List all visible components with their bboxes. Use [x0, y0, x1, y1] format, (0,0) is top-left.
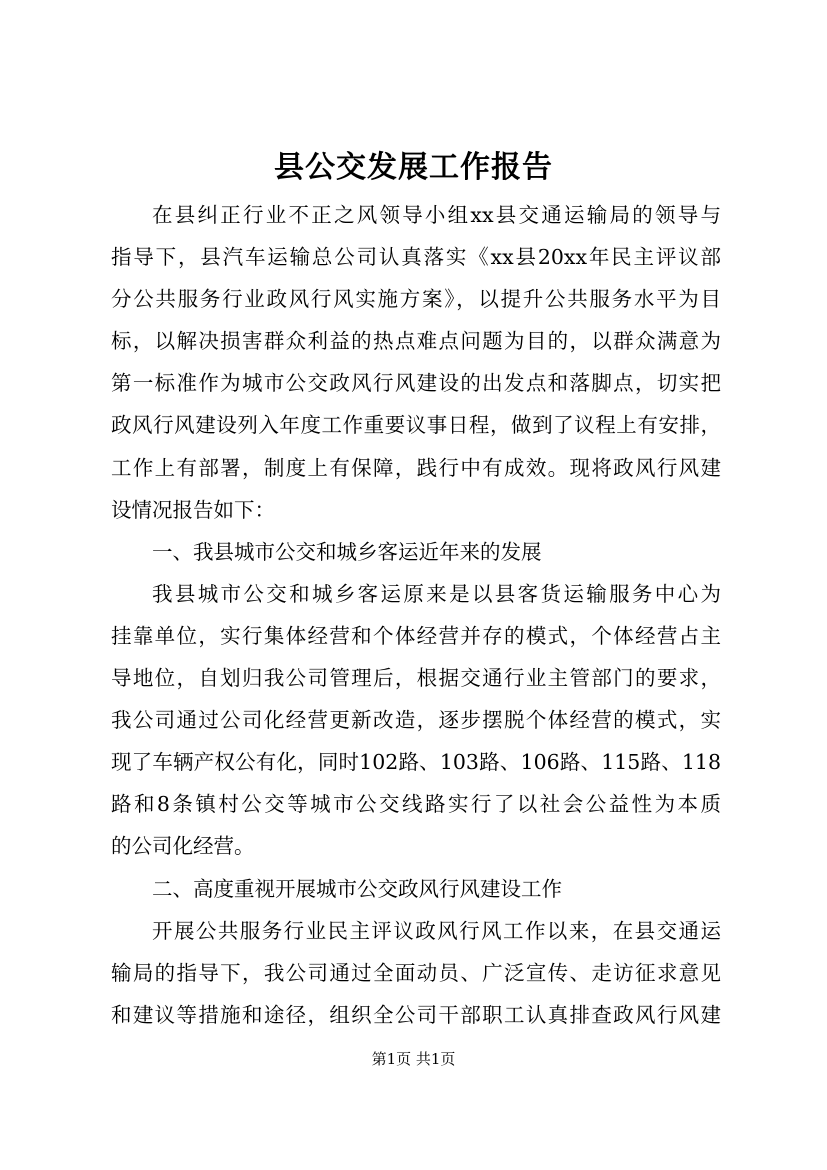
text-line: 在县纠正行业不正之风领导小组xx县交通运输局的领导与	[152, 203, 721, 227]
page-footer: 第1页 共1页	[371, 1050, 456, 1068]
text-line: 和建议等措施和途径，组织全公司干部职工认真排查政风行风建	[111, 1002, 721, 1027]
text-line: 政风行风建设列入年度工作重要议事日程，做到了议程上有安排，	[111, 413, 721, 438]
text-line: 开展公共服务行业民主评议政风行风工作以来，在县交通运	[152, 918, 721, 943]
text-line: 二、高度重视开展城市公交政风行风建设工作	[152, 876, 562, 901]
text-line: 分公共服务行业政风行风实施方案》，以提升公共服务水平为目	[111, 287, 721, 312]
document-body	[111, 194, 721, 1036]
text-line: 第一标准作为城市公交政风行风建设的出发点和落脚点，切实把	[111, 371, 721, 396]
document-title: 县公交发展工作报告	[274, 150, 553, 185]
text-line: 路和8条镇村公交等城市公交线路实行了以社会公益性为本质	[111, 792, 721, 817]
text-line: 我公司通过公司化经营更新改造，逐步摆脱个体经营的模式，实	[111, 708, 721, 733]
text-line: 设情况报告如下：	[111, 497, 275, 522]
text-line: 工作上有部署，制度上有保障，践行中有成效。现将政风行风建	[111, 455, 721, 480]
text-line: 我县城市公交和城乡客运原来是以县客货运输服务中心为	[152, 581, 721, 606]
text-line: 一、我县城市公交和城乡客运近年来的发展	[152, 539, 542, 564]
text-line: 挂靠单位，实行集体经营和个体经营并存的模式，个体经营占主	[111, 623, 721, 648]
text-line: 指导下，县汽车运输总公司认真落实《xx县20xx年民主评议部	[111, 245, 721, 270]
text-line: 输局的指导下，我公司通过全面动员、广泛宣传、走访征求意见	[111, 960, 721, 985]
text-line: 的公司化经营。	[111, 834, 255, 859]
text-line: 现了车辆产权公有化，同时102路、103路、106路、115路、118	[111, 750, 721, 775]
text-line: 导地位，自划归我公司管理后，根据交通行业主管部门的要求，	[111, 666, 721, 691]
text-line: 标，以解决损害群众利益的热点难点问题为目的，以群众满意为	[111, 329, 721, 354]
